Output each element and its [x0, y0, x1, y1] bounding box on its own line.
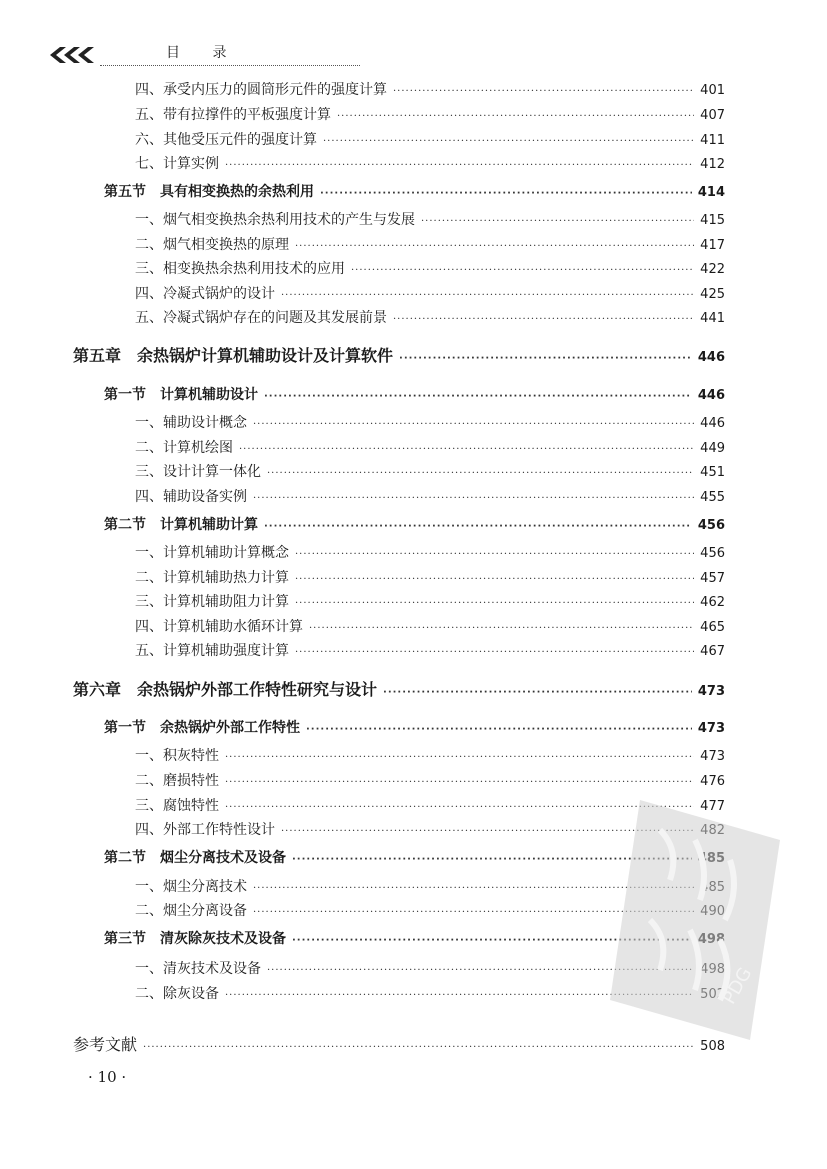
- toc-entry[interactable]: [135, 79, 725, 99]
- leader-dots: [421, 216, 694, 227]
- toc-page: 412: [700, 157, 725, 172]
- toc-entry[interactable]: [135, 616, 725, 636]
- watermark-text: PDG: [718, 963, 757, 1008]
- toc-label: 第一节 计算机辅助设计: [104, 387, 258, 403]
- leader-dots: [383, 687, 692, 698]
- toc-entry[interactable]: [135, 591, 725, 611]
- leader-dots: [225, 777, 694, 788]
- toc-page: 473: [697, 721, 725, 736]
- page-number: · 10 ·: [88, 1068, 127, 1086]
- toc-entry[interactable]: [135, 437, 725, 457]
- leader-dots: [264, 391, 692, 402]
- toc-label: 三、计算机辅助阻力计算: [135, 594, 289, 610]
- toc-page: 476: [700, 774, 725, 789]
- toc-label: 二、磨损特性: [135, 773, 219, 789]
- toc-entry[interactable]: [135, 283, 725, 303]
- leader-dots: [253, 493, 694, 504]
- leader-dots: [337, 111, 694, 122]
- toc-label: 五、计算机辅助强度计算: [135, 643, 289, 659]
- toc-label: 三、相变换热余热利用技术的应用: [135, 261, 345, 277]
- toc-entry[interactable]: [135, 209, 725, 229]
- leader-dots: [295, 574, 694, 585]
- toc-page: 422: [700, 262, 725, 277]
- toc-entry[interactable]: [135, 640, 725, 660]
- toc-chapter[interactable]: [73, 343, 725, 366]
- toc-page: 417: [700, 238, 725, 253]
- toc-section[interactable]: [104, 181, 725, 201]
- toc-label: 参考文献: [73, 1035, 138, 1054]
- toc-label: 四、辅助设备实例: [135, 489, 247, 505]
- toc-entry[interactable]: [135, 104, 725, 124]
- toc-page: 446: [697, 388, 725, 403]
- toc-label: 一、烟尘分离技术: [135, 879, 247, 895]
- toc-label: 五、冷凝式锅炉存在的问题及其发展前景: [135, 310, 387, 326]
- leader-dots: [264, 521, 692, 532]
- leader-dots: [225, 752, 694, 763]
- toc-label: 二、计算机辅助热力计算: [135, 570, 289, 586]
- toc-page: 407: [700, 108, 725, 123]
- toc-entry[interactable]: [135, 412, 725, 432]
- toc-section[interactable]: [104, 384, 725, 404]
- leader-dots: [267, 468, 694, 479]
- toc-label: 四、冷凝式锅炉的设计: [135, 286, 275, 302]
- leader-dots: [239, 444, 694, 455]
- toc-entry[interactable]: [135, 567, 725, 587]
- toc-page: 451: [700, 465, 725, 480]
- leader-dots: [281, 290, 694, 301]
- leader-dots: [295, 549, 694, 560]
- leader-dots: [295, 241, 694, 252]
- toc-label: 四、承受内压力的圆筒形元件的强度计算: [135, 82, 387, 98]
- toc-page: 462: [700, 595, 725, 610]
- toc-label: 二、烟尘分离设备: [135, 903, 247, 919]
- leader-dots: [393, 86, 694, 97]
- toc-label: 三、设计计算一体化: [135, 464, 261, 480]
- toc-label: 五、带有拉撑件的平板强度计算: [135, 107, 331, 123]
- toc-page: 456: [697, 518, 725, 533]
- leader-dots: [225, 160, 694, 171]
- leader-dots: [399, 353, 692, 364]
- leader-dots: [295, 598, 694, 609]
- toc-label: 第六章 余热锅炉外部工作特性研究与设计: [73, 680, 378, 699]
- toc-page: 456: [700, 546, 725, 561]
- toc-page: 415: [700, 213, 725, 228]
- toc-label: 一、烟气相变换热余热利用技术的产生与发展: [135, 212, 415, 228]
- toc-page: 457: [700, 571, 725, 586]
- toc-page: 455: [700, 490, 725, 505]
- toc-entry[interactable]: [135, 745, 725, 765]
- toc-label: 第三节 清灰除灰技术及设备: [104, 931, 286, 947]
- toc-entry[interactable]: [135, 258, 725, 278]
- leader-dots: [253, 419, 694, 430]
- toc-label: 二、除灰设备: [135, 986, 219, 1002]
- toc-entry[interactable]: [135, 770, 725, 790]
- leader-dots: [306, 724, 692, 735]
- toc-entry[interactable]: [135, 234, 725, 254]
- toc-chapter[interactable]: [73, 677, 725, 700]
- toc-label: 第二节 烟尘分离技术及设备: [104, 850, 286, 866]
- toc-label: 第五章 余热锅炉计算机辅助设计及计算软件: [73, 346, 394, 365]
- leader-dots: [309, 623, 694, 634]
- toc-entry[interactable]: [135, 461, 725, 481]
- leader-dots: [295, 647, 694, 658]
- toc-label: 第五节 具有相变换热的余热利用: [104, 184, 314, 200]
- leader-dots: [323, 136, 694, 147]
- toc-entry[interactable]: [135, 129, 725, 149]
- toc-label: 六、其他受压元件的强度计算: [135, 132, 317, 148]
- toc-page: 446: [700, 416, 725, 431]
- toc-page: 465: [700, 620, 725, 635]
- toc-page: 446: [697, 350, 725, 365]
- leader-dots: [351, 265, 694, 276]
- toc-label: 一、清灰技术及设备: [135, 961, 261, 977]
- toc-entry[interactable]: [135, 542, 725, 562]
- toc-section[interactable]: [104, 717, 725, 737]
- toc-entry[interactable]: [135, 307, 725, 327]
- toc-label: 一、积灰特性: [135, 748, 219, 764]
- toc-label: 二、计算机绘图: [135, 440, 233, 456]
- toc-label: 一、辅助设计概念: [135, 415, 247, 431]
- toc-page: 473: [700, 749, 725, 764]
- page-title: 目 录: [166, 45, 241, 61]
- toc-label: 四、外部工作特性设计: [135, 822, 275, 838]
- leader-dots: [320, 188, 692, 199]
- toc-page: 414: [697, 185, 725, 200]
- toc-page: 425: [700, 287, 725, 302]
- toc-label: 四、计算机辅助水循环计算: [135, 619, 303, 635]
- toc-label: 三、腐蚀特性: [135, 798, 219, 814]
- toc-label: 一、计算机辅助计算概念: [135, 545, 289, 561]
- toc-page: 467: [700, 644, 725, 659]
- toc-page: 401: [700, 83, 725, 98]
- toc-entry[interactable]: [135, 153, 725, 173]
- toc-page: 477: [700, 799, 725, 814]
- toc-page: 411: [700, 133, 725, 148]
- toc-label: 第一节 余热锅炉外部工作特性: [104, 720, 300, 736]
- toc-label: 第二节 计算机辅助计算: [104, 517, 258, 533]
- toc-label: 七、计算实例: [135, 156, 219, 172]
- toc-entry[interactable]: [135, 486, 725, 506]
- toc-label: 二、烟气相变换热的原理: [135, 237, 289, 253]
- leader-dots: [393, 314, 694, 325]
- toc-page: 449: [700, 441, 725, 456]
- watermark-stamp-icon: [600, 790, 790, 1050]
- toc-page: 473: [697, 684, 725, 699]
- toc-section[interactable]: [104, 514, 725, 534]
- toc-page: 508: [700, 1039, 725, 1054]
- toc-page: 441: [700, 311, 725, 326]
